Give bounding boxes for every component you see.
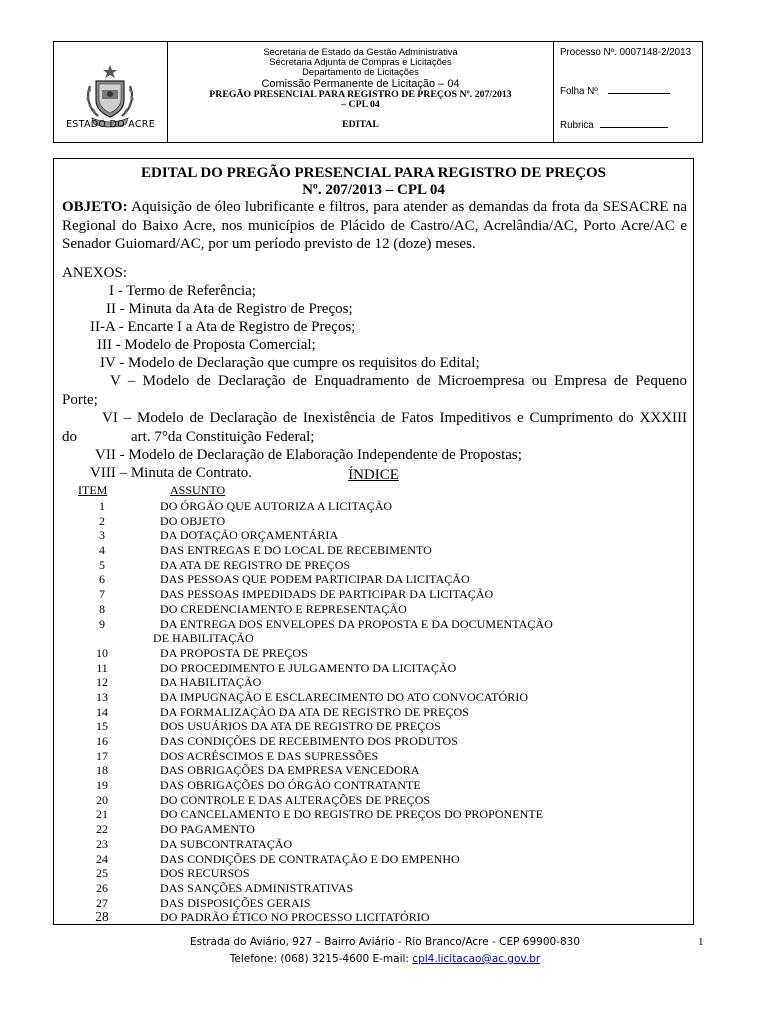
item-subject: DA PROPOSTA DE PREÇOS xyxy=(160,645,308,660)
footer-contact xyxy=(0,953,770,965)
comissao-line: Comissão Permanente de Licitação – 04 xyxy=(261,77,460,90)
anexos-label: ANEXOS: xyxy=(62,265,128,281)
item-subject: DA IMPUGNAÇÃO E ESCLARECIMENTO DO ATO CONVOCATÓRIO xyxy=(160,689,529,704)
footer-address: Estrada do Aviário, 927 – Bairro Aviário - Rio Branco/Acre - CEP 69900-830 xyxy=(189,936,581,948)
header-table xyxy=(53,41,703,143)
item-subject: DAS OBRIGAÇÕES DA EMPRESA VENCEDORA xyxy=(160,763,420,778)
item-subject: DO CREDENCIAMENTO E REPRESENTAÇÃO xyxy=(160,601,407,616)
item-subject: DA SUBCONTRATAÇÃO xyxy=(160,836,293,851)
footer-telefone: Telefone: (068) 3215-4600 E-mail: xyxy=(229,953,409,965)
item-subject: DOS USUÁRIOS DA ATA DE REGISTRO DE PREÇOS xyxy=(160,719,441,734)
anexo-viii: VIII – Minuta de Contrato. xyxy=(90,465,253,481)
anexo-ii-a: II-A - Encarte I a Ata de Registro de Preços; xyxy=(90,319,356,335)
table-row xyxy=(54,602,693,617)
anexo-vii: VII - Modelo de Declaração de Elaboração Independente de Propostas; xyxy=(95,447,522,463)
item-number: 14 xyxy=(96,704,108,719)
item-subject: DO PADRÃO ÉTICO NO PROCESSO LICITATÓRIO xyxy=(160,910,430,925)
edital-tag: EDITAL xyxy=(342,119,379,131)
secretaria-line: Secretaria de Estado da Gestão Administrativa xyxy=(263,46,458,57)
footer-email-link[interactable]: cpl4.licitacao@ac.gov.br xyxy=(412,953,541,965)
table-row xyxy=(54,734,693,749)
item-number: 2 xyxy=(99,513,105,528)
item-subject: DAS DISPOSIÇÕES GERAIS xyxy=(160,895,311,910)
indice-title: ÍNDICE xyxy=(348,467,399,483)
item-subject: DA ENTREGA DOS ENVELOPES DA PROPOSTA E DA DOCUMENTAÇÃO xyxy=(160,616,553,631)
document-title-2: Nº. 207/2013 – CPL 04 xyxy=(302,182,445,198)
table-row xyxy=(54,793,693,808)
item-subject: DA ATA DE REGISTRO DE PREÇOS xyxy=(160,557,351,572)
item-subject: DA DOTAÇÃO ORÇAMENTÁRIA xyxy=(160,528,339,543)
item-number: 26 xyxy=(96,880,108,895)
item-number: 20 xyxy=(96,792,108,807)
anexo-iv: IV - Modelo de Declaração que cumpre os requisitos do Edital; xyxy=(100,355,480,371)
table-row xyxy=(54,558,693,573)
logo-cell xyxy=(54,42,168,142)
table-row xyxy=(54,881,693,896)
item-subject: DO PAGAMENTO xyxy=(160,822,255,837)
table-row xyxy=(54,617,693,632)
item-number: 8 xyxy=(99,601,105,616)
anexo-v-line-2: Porte; xyxy=(62,391,98,408)
table-row xyxy=(54,822,693,837)
table-row xyxy=(54,499,693,514)
col-assunto-header: ASSUNTO xyxy=(170,483,226,497)
item-subject: DOS RECURSOS xyxy=(160,866,250,881)
item-number: 24 xyxy=(96,851,108,866)
item-number: 5 xyxy=(99,557,105,572)
item-subject: DOS ACRÉSCIMOS E DAS SUPRESSÕES xyxy=(160,748,379,763)
item-subject: DA HABILITAÇÃO xyxy=(160,675,262,690)
anexo-v xyxy=(62,372,687,409)
anexo-iii: III - Modelo de Proposta Comercial; xyxy=(97,337,316,353)
item-number: 13 xyxy=(96,689,108,704)
objeto-text: Aquisição de óleo lubrificante e filtros, para atender as demandas da frota da SESACRE na Regional do Baixo Acre, nos municípios de Plácido de Castro/AC, Acrelândia/AC, Porto Acre/AC e Senador Guiomard/AC, por um período previsto de 12 (doze) meses. xyxy=(62,199,687,253)
page-number: 1 xyxy=(698,936,704,948)
item-number: 16 xyxy=(96,734,108,748)
table-row xyxy=(54,763,693,778)
item-subject: DAS CONDIÇÕES DE RECEBIMENTO DOS PRODUTOS xyxy=(160,734,458,748)
table-row xyxy=(54,690,693,705)
item-number: 17 xyxy=(96,748,108,763)
table-row xyxy=(54,528,693,543)
item-number: 23 xyxy=(96,836,108,851)
folha-blank xyxy=(608,85,670,94)
item-subject: DO CONTROLE E DAS ALTERAÇÕES DE PREÇOS xyxy=(160,792,431,807)
item-number: 6 xyxy=(99,572,105,587)
item-subject: DAS PESSOAS IMPEDIDADS DE PARTICIPAR DA LICITAÇÃO xyxy=(160,587,494,602)
item-subject: DO CANCELAMENTO E DO REGISTRO DE PREÇOS DO PROPONENTE xyxy=(160,807,544,822)
objeto-label: OBJETO: xyxy=(62,199,128,215)
item-subject: DAS OBRIGAÇÕES DO ÓRGÃO CONTRATANTE xyxy=(160,778,421,793)
table-row xyxy=(54,910,693,925)
item-subject: DAS ENTREGAS E DO LOCAL DE RECEBIMENTO xyxy=(160,543,432,558)
anexo-ii: II - Minuta da Ata de Registro de Preços; xyxy=(106,301,353,317)
rubrica-label: Rubrica xyxy=(560,120,594,131)
table-row xyxy=(54,837,693,852)
item-subject: DAS SANÇÕES ADMINISTRATIVAS xyxy=(160,880,354,895)
anexo-vi-line-2b: art. 7°da Constituição Federal; xyxy=(131,428,315,445)
rubrica-blank xyxy=(600,119,668,128)
table-row xyxy=(54,543,693,558)
item-subject: DO ÓRGÃO QUE AUTORIZA A LICITAÇÃO xyxy=(160,499,393,513)
header-center xyxy=(168,42,554,142)
item-number: 15 xyxy=(96,719,108,734)
departamento-line: Departamento de Licitações xyxy=(302,66,419,78)
item-subject: DA FORMALIZAÇÃO DA ATA DE REGISTRO DE PREÇOS xyxy=(160,704,469,719)
anexo-i: I - Termo de Referência; xyxy=(109,283,256,299)
item-number: 19 xyxy=(96,778,108,793)
folha-field xyxy=(560,85,670,97)
document-title-1: EDITAL DO PREGÃO PRESENCIAL PARA REGISTRO DE PREÇOS xyxy=(141,165,606,181)
anexo-vi-line-1: VI – Modelo de Declaração de Inexistência de Fatos Impeditivos e Cumprimento do XXXIII xyxy=(102,410,687,426)
table-row xyxy=(54,514,693,529)
table-row xyxy=(54,896,693,911)
item-number: 4 xyxy=(99,543,105,558)
estado-label: ESTADO DO ACRE xyxy=(66,119,155,130)
edital-content-box xyxy=(53,158,694,925)
table-row xyxy=(54,778,693,793)
item-number: 11 xyxy=(96,660,108,675)
item-subject: DAS CONDIÇÕES DE CONTRATAÇÃO E DO EMPENHO xyxy=(160,851,460,866)
processo-label: Processo Nº. 0007148-2/2013 xyxy=(560,47,692,58)
index-table xyxy=(54,499,693,925)
table-row xyxy=(54,572,693,587)
item-number: 3 xyxy=(99,528,105,543)
item-number: 9 xyxy=(99,616,105,631)
item-number: 18 xyxy=(96,763,108,778)
item-number: 12 xyxy=(96,675,108,690)
pregao-line-2: – CPL 04 xyxy=(341,98,380,110)
item-subject: DAS PESSOAS QUE PODEM PARTICIPAR DA LICITAÇÃO xyxy=(160,572,470,587)
item-subject: DO PROCEDIMENTO E JULGAMENTO DA LICITAÇÃO xyxy=(160,660,457,675)
secretaria-adjunta-line: Secretaria Adjunta de Compras e Licitações xyxy=(269,56,452,68)
table-row xyxy=(54,866,693,881)
header-right xyxy=(554,42,702,142)
table-row xyxy=(54,675,693,690)
item-subject-continuation: DE HABILITAÇÃO xyxy=(153,631,254,646)
folha-label: Folha Nº xyxy=(560,86,598,97)
item-number: 22 xyxy=(96,822,108,837)
item-number: 7 xyxy=(99,587,105,602)
table-row xyxy=(54,705,693,720)
table-row xyxy=(54,719,693,734)
rubrica-field xyxy=(560,119,668,131)
anexo-vi-line-2a: do xyxy=(62,428,77,445)
table-row xyxy=(54,661,693,676)
anexo-vi xyxy=(62,409,687,446)
anexo-v-line-1: V – Modelo de Declaração de Enquadramento de Microempresa ou Empresa de Pequeno xyxy=(110,373,687,389)
item-number: 27 xyxy=(96,895,108,910)
item-number: 21 xyxy=(96,807,108,822)
item-subject: DO OBJETO xyxy=(160,513,226,528)
table-row xyxy=(54,631,693,646)
table-row xyxy=(54,852,693,867)
table-row xyxy=(54,807,693,822)
item-number: 25 xyxy=(96,866,108,881)
item-number: 1 xyxy=(99,499,105,513)
item-number: 28 xyxy=(95,909,109,925)
table-row xyxy=(54,587,693,602)
col-item-header: ITEM xyxy=(78,483,108,497)
table-row xyxy=(54,646,693,661)
objeto-paragraph xyxy=(62,198,687,254)
item-number: 10 xyxy=(96,645,108,660)
pregao-line-1: PREGÃO PRESENCIAL PARA REGISTRO DE PREÇOS Nº. 207/2013 xyxy=(209,88,512,100)
table-row xyxy=(54,749,693,764)
